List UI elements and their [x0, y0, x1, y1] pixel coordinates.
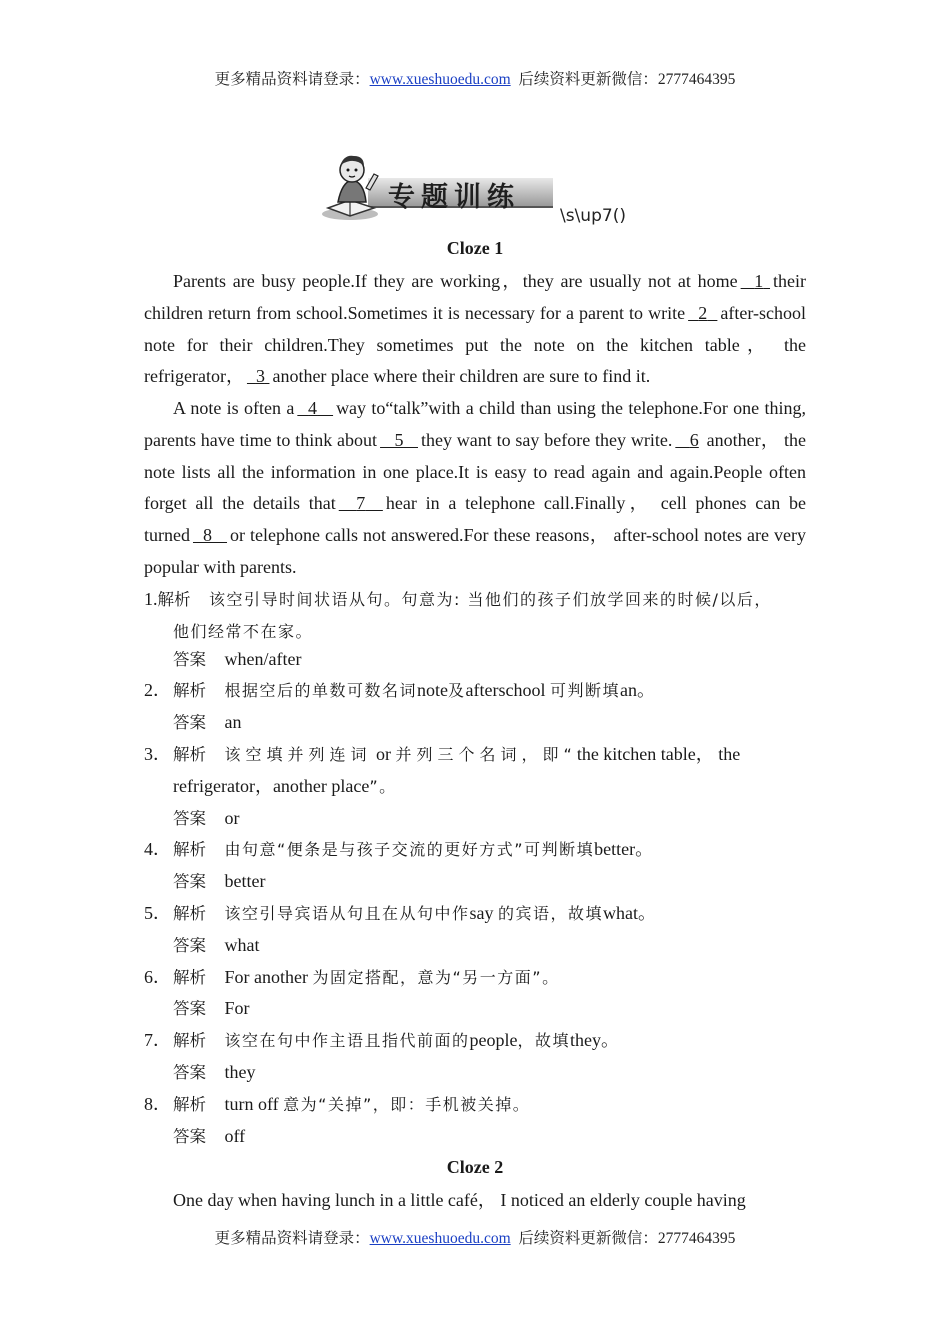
- banner-title: 专题训练: [388, 182, 520, 213]
- footer-suffix: 后续资料更新微信：2777464395: [510, 1230, 736, 1247]
- blank-5[interactable]: 5: [394, 429, 404, 450]
- blank-6[interactable]: 6: [689, 429, 699, 450]
- answer-item-3: 3． 解析 该空填并列连词 or 并列三个名词，即“the kitchen table， the refrigerator，another place”。: [144, 744, 741, 796]
- answer-item-6: 6． 解析 For another 为固定搭配，意为“另一方面”。: [144, 967, 560, 987]
- answer-4: 答案 better: [173, 871, 266, 891]
- cloze1-title: Cloze 1: [446, 238, 504, 258]
- answer-item-7: 7． 解析 该空在句中作主语且指代前面的people，故填they。: [144, 1030, 620, 1050]
- answer-2: 答案 an: [173, 712, 242, 732]
- cloze1-paragraph-1: Parents are busy people.If they are working，they are usually not at home 1 their children return from school.Sometimes it is necessary for a parent to write 2 after-school note for their children.They sometimes put the note on the kitchen table， the refrigerator， 3 another place where their children are sure to find it.: [144, 271, 807, 387]
- blank-8[interactable]: 8: [203, 525, 212, 546]
- answer-6: 答案 For: [173, 998, 250, 1018]
- blank-2[interactable]: 2: [698, 302, 708, 323]
- answer-item-5: 5． 解析 该空引导宾语从句且在从句中作say 的宾语，故填what。: [144, 903, 657, 923]
- answer-1: 答案 when/after: [173, 649, 302, 669]
- blank-3[interactable]: 3: [255, 366, 265, 387]
- footer-link[interactable]: www.xueshuoedu.com: [369, 1230, 511, 1247]
- answer-3: 答案 or: [173, 808, 240, 828]
- answer-8: 答案 off: [173, 1126, 246, 1146]
- field-code: \s\up7(): [560, 206, 626, 226]
- header-prefix: 更多精品资料请登录：: [214, 71, 370, 88]
- header-link[interactable]: www.xueshuoedu.com: [369, 71, 511, 88]
- cloze2-paragraph-1: One day when having lunch in a little café， I noticed an elderly couple having: [173, 1190, 746, 1210]
- answer-item-4: 4． 解析 由句意“便条是与孩子交流的更好方式”可判断填better。: [144, 839, 654, 859]
- answer-5: 答案 what: [173, 935, 260, 955]
- answer-7: 答案 they: [173, 1062, 256, 1082]
- cloze2-title: Cloze 2: [446, 1157, 504, 1177]
- answer-item-1: 1.解析 该空引导时间状语从句。句意为: 当他们的孩子们放学回来的时候/以后， 他们经常不在家。: [144, 589, 772, 641]
- page-header: [0, 67, 950, 89]
- blank-1[interactable]: 1: [754, 271, 764, 291]
- answer-item-8: 8． 解析 turn off 意为“关掉”，即：手机被关掉。: [144, 1094, 531, 1114]
- cloze1-paragraph-2: A note is often a 4 way to“talk”with a child than using the telephone.For one thing, parents have time to think about 5 they want to say before they write. 6 another， the note lists all the information in one place.It is easy to read again and again.People often forget all the details that 7 hear in a telephone call.Finally， cell phones can be turned 8 or telephone calls not answered.For these reasons， after-school notes are very popular with parents.: [144, 398, 807, 577]
- header-suffix: 后续资料更新微信：2777464395: [510, 71, 736, 88]
- answer-item-2: 2． 解析 根据空后的单数可数名词note及afterschool 可判断填an。: [144, 680, 656, 700]
- footer-prefix: 更多精品资料请登录：: [214, 1230, 370, 1247]
- blank-4[interactable]: 4: [308, 398, 318, 418]
- page-footer: [0, 1226, 950, 1248]
- blank-7[interactable]: 7: [356, 493, 366, 514]
- section-banner: [320, 152, 555, 224]
